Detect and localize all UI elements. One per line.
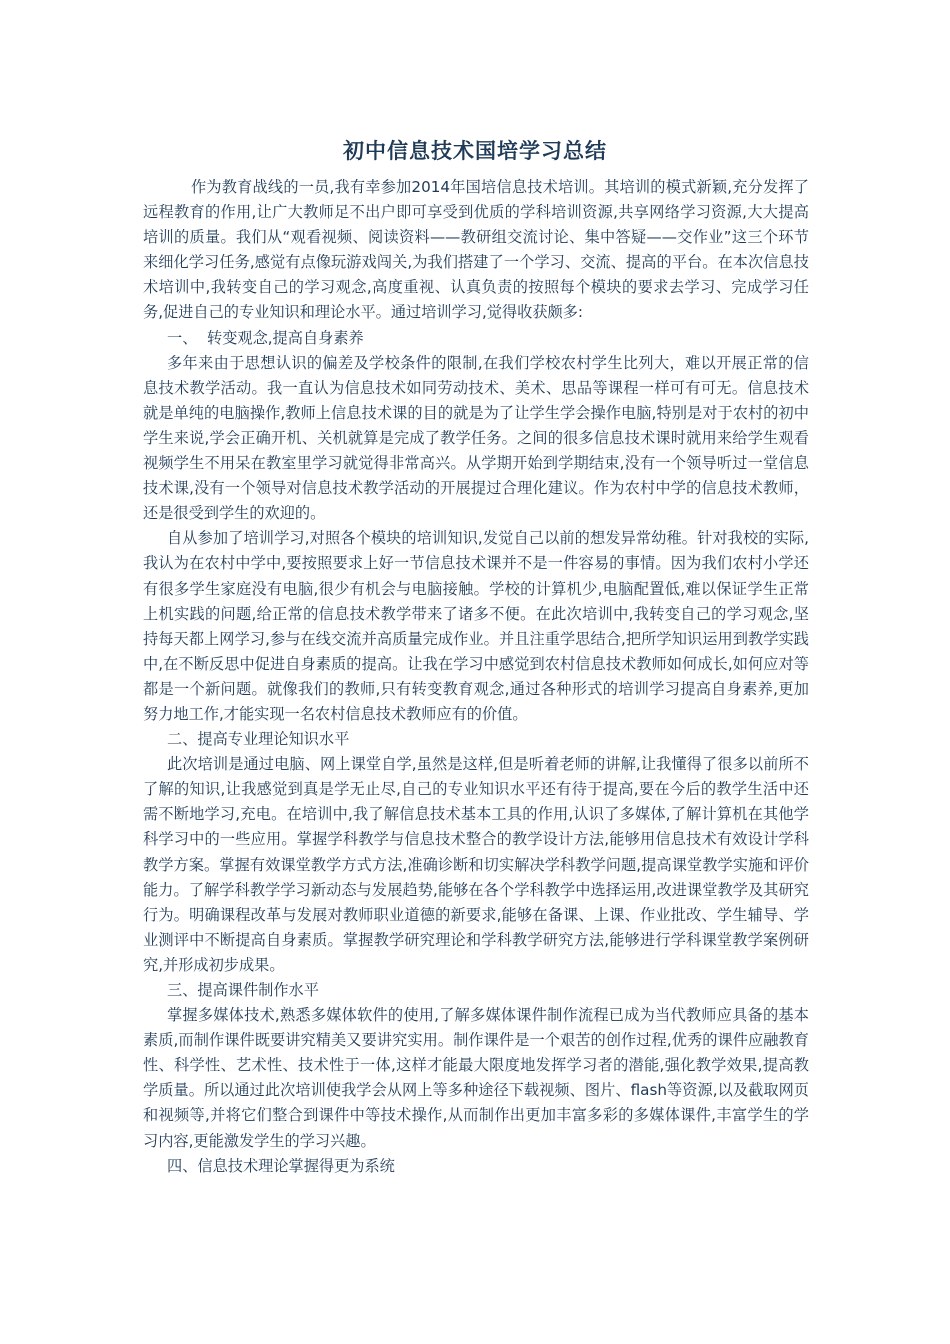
section-heading-2: 二、提高专业理论知识水平: [167, 730, 350, 749]
section-1-paragraph-1: 多年来由于思想认识的偏差及学校条件的限制,在我们学校农村学生比列大，难以开展正常的信息技术教学活动。我一直认为信息技术如同劳动技术、美术、思品等课程一样可有可无。信息技术就是单纯的电脑操作,教师上信息技术课的目的就是为了让学生学会操作电脑,特别是对于农村的初中学生来说,学会正确开机、关机就算是完成了教学任务。之间的很多信息技术课时就用来给学生观看视频学生不用呆在教室里学习就觉得非常高兴。从学期开始到学期结束,没有一个领导听过一堂信息技术课,没有一个领导对信息技术教学活动的开展提过合理化建议。作为农村中学的信息技术教师，还是很受到学生的欢迎的。: [143, 353, 809, 523]
section-2-paragraph-1: 此次培训是通过电脑、网上课堂自学,虽然是这样,但是听着老师的讲解,让我懂得了很多以前所不了解的知识,让我感觉到真是学无止尽,自己的专业知识水平还有待于提高,要在今后的教学生活中还需不断地学习,充电。在培训中,我了解信息技术基本工具的作用,认识了多媒体,了解计算机在其他学科学习中的一些应用。掌握学科教学与信息技术整合的教学设计方法,能够用信息技术有效设计学科教学方案。掌握有效课堂教学方式方法,准确诊断和切实解决学科教学问题,提高课堂教学实施和评价能力。了解学科教学学习新动态与发展趋势,能够在各个学科教学中选择运用,改进课堂教学及其研究行为。明确课程改革与发展对教师职业道德的新要求,能够在备课、上课、作业批改、学生辅导、学业测评中不断提高自身素质。掌握教学研究理论和学科教学研究方法,能够进行学科课堂教学案例研究,并形成初步成果。: [143, 755, 809, 974]
section-1-paragraph-2: 自从参加了培训学习,对照各个模块的培训知识,发觉自己以前的想发异常幼稚。针对我校的实际,我认为在农村中学中,要按照要求上好一节信息技术课并不是一件容易的事情。因为我们农村小学还有很多学生家庭没有电脑,很少有机会与电脑接触。学校的计算机少,电脑配置低,难以保证学生正常上机实践的问题,给正常的信息技术教学带来了诸多不便。在此次培训中,我转变自己的学习观念,坚持每天都上网学习,参与在线交流并高质量完成作业。并且注重学思结合,把所学知识运用到教学实践中,在不断反思中促进自身素质的提高。让我在学习中感觉到农村信息技术教师如何成长,如何应对等都是一个新问题。就像我们的教师,只有转变教育观念,通过各种形式的培训学习提高自身素养,更加努力地工作,才能实现一名农村信息技术教师应有的价值。: [143, 529, 809, 723]
section-heading-3: 三、提高课件制作水平: [167, 981, 319, 999]
section-heading-4: 四、信息技术理论掌握得更为系统: [167, 1156, 395, 1175]
section-3-paragraph-1: 掌握多媒体技术,熟悉多媒体软件的使用,了解多媒体课件制作流程已成为当代教师应具备的基本素质,而制作课件既要讲究精美又要讲究实用。制作课件是一个艰苦的创作过程,优秀的课件应融教育性、科学性、艺术性、技术性于一体,这样才能最大限度地发挥学习者的潜能,强化教学效果,提高教学质量。所以通过此次培训使我学会从网上等多种途径下载视频、图片、flash等资源,以及截取网页和视频等,并将它们整合到课件中等技术操作,从而制作出更加丰富多彩的多媒体课件,丰富学生的学习内容,更能激发学生的学习兴趣。: [143, 1006, 809, 1150]
intro-paragraph: 作为教育战线的一员,我有幸参加2014年国培信息技术培训。其培训的模式新颖,充分发挥了远程教育的作用,让广大教师足不出户即可享受到优质的学科培训资源,共享网络学习资源,大大提高培训的质量。我们从“观看视频、阅读资料——教研组交流讨论、集中答疑——交作业”这三个环节来细化学习任务,感觉有点像玩游戏闯关,为我们搭建了一个学习、交流、提高的平台。在本次信息技术培训中,我转变自己的学习观念,高度重视、认真负责的按照每个模块的要求去学习、完成学习任务,促进自己的专业知识和理论水平。通过培训学习,觉得收获颇多:: [143, 178, 809, 322]
document-body: [143, 175, 809, 1179]
section-heading-1: 一、 转变观念,提高自身素养: [167, 328, 364, 347]
document-title: 初中信息技术国培学习总结: [343, 138, 607, 163]
